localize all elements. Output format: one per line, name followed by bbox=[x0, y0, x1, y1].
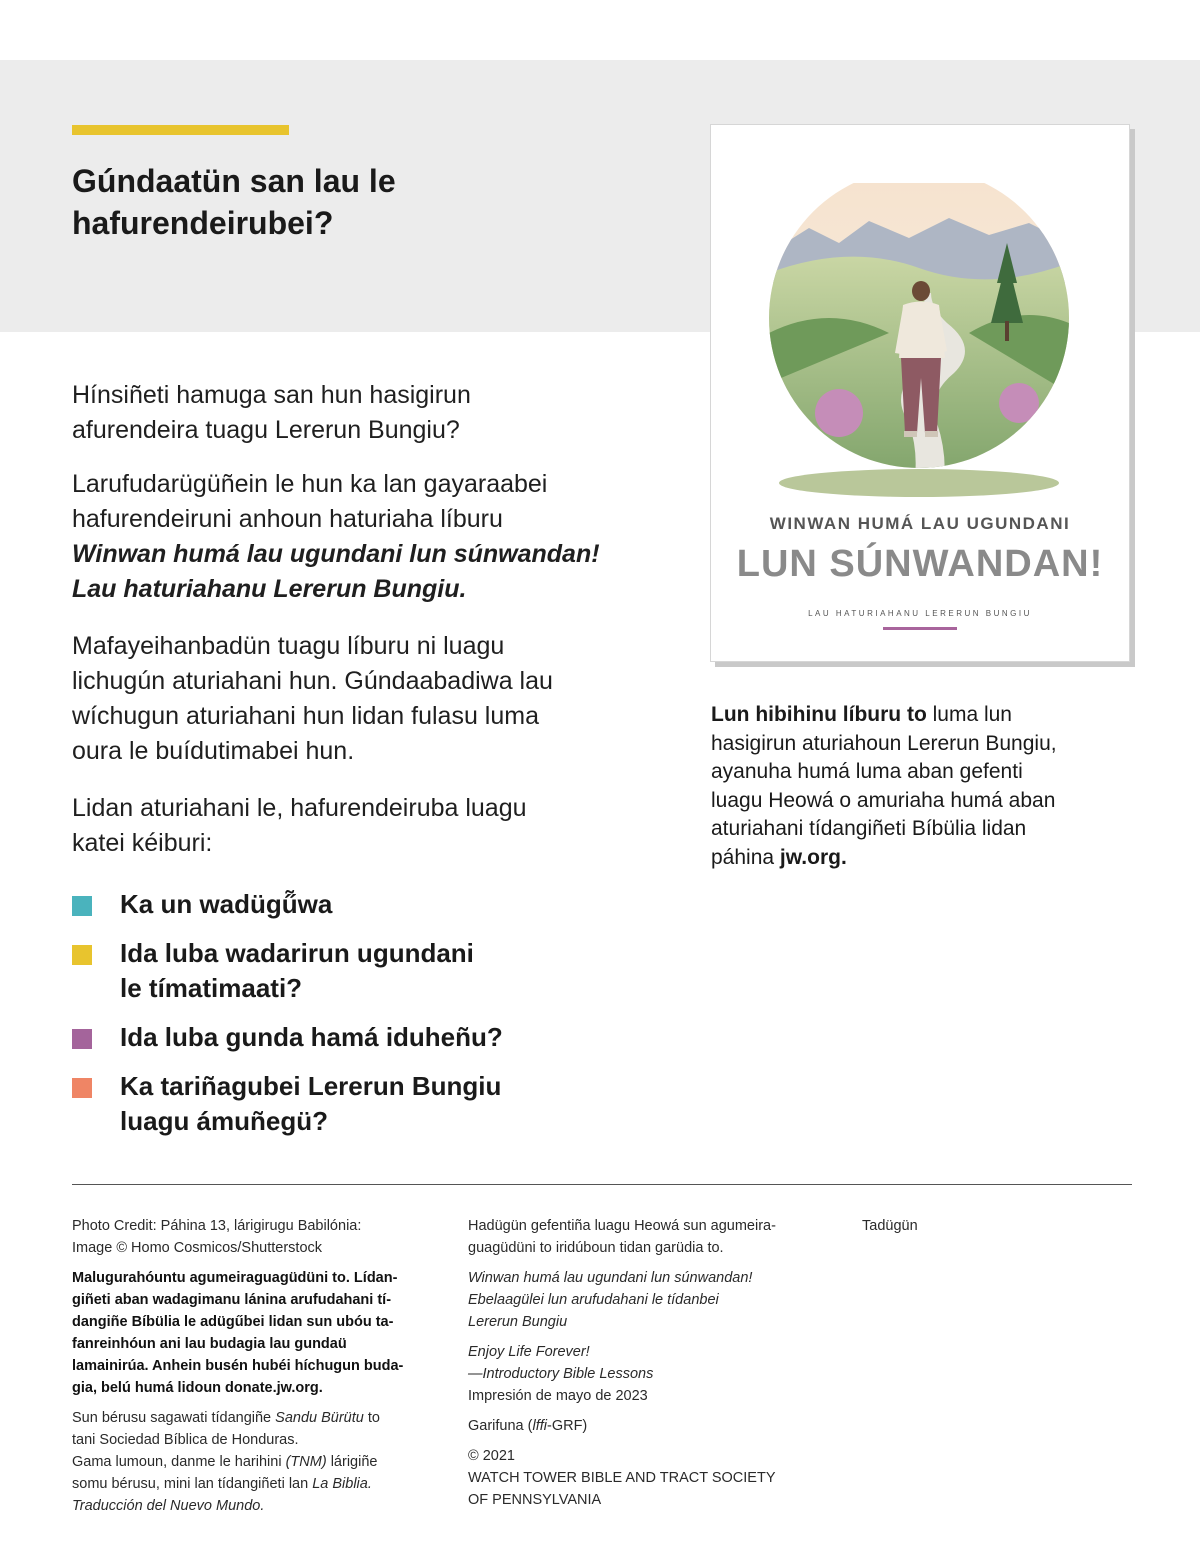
text-line: © 2021 bbox=[468, 1448, 515, 1464]
question-line: Ka tariñagubei Lererun Bungiu bbox=[120, 1071, 502, 1101]
bullet-square-icon bbox=[72, 1029, 92, 1049]
intro-paragraph bbox=[72, 629, 652, 769]
book-description bbox=[711, 701, 1111, 872]
printing-date: Impresión de mayo de 2023 bbox=[468, 1388, 648, 1404]
question-item bbox=[72, 936, 592, 1006]
italic-text: Sandu Bürütu bbox=[275, 1410, 364, 1426]
page-heading bbox=[72, 160, 632, 244]
text-line: Garifuna ( bbox=[468, 1418, 533, 1434]
footer-column-publication bbox=[468, 1215, 828, 1519]
text-line: Malugurahóuntu agumeiraguagüdüni to. Lídan- bbox=[72, 1270, 398, 1286]
question-line: luagu ámuñegü? bbox=[120, 1106, 328, 1136]
text-line: to bbox=[363, 1410, 380, 1426]
heading-line: Gúndaatün san lau le bbox=[72, 163, 396, 199]
question-text bbox=[120, 936, 520, 1006]
text-line: Photo Credit: Páhina 13, lárigirugu Babilónia: bbox=[72, 1218, 362, 1234]
text-line: oura le buídutimabei hun. bbox=[72, 737, 355, 765]
text-line: páhina bbox=[711, 845, 780, 869]
bullet-square-icon bbox=[72, 945, 92, 965]
book-title: Lau haturiahanu Lererun Bungiu. bbox=[72, 575, 467, 603]
question-item bbox=[72, 1020, 592, 1055]
cover-title: LUN SÚNWANDAN! bbox=[736, 543, 1104, 585]
text-line: afurendeira tuagu Lererun Bungiu? bbox=[72, 416, 460, 444]
question-line: Ida luba wadarirun ugundani bbox=[120, 938, 474, 968]
intro-paragraph bbox=[72, 467, 652, 607]
heading-line: hafurendeirubei? bbox=[72, 205, 334, 241]
question-list bbox=[72, 887, 592, 1153]
description-lead: Lun hibihinu líburu to bbox=[711, 703, 927, 726]
italic-text: La Biblia. bbox=[312, 1476, 372, 1492]
text-line: dangiñe Bíbülia le adügűbei lidan sun ubóu ta- bbox=[72, 1314, 394, 1330]
website-link[interactable]: jw.org. bbox=[779, 845, 847, 869]
italic-text: lffi bbox=[532, 1418, 547, 1434]
footer-column-credits bbox=[72, 1215, 432, 1525]
text-line: somu bérusu, mini lan tídangiñeti lan bbox=[72, 1476, 313, 1492]
text-line: aturiahani tídangiñeti Bíbülia lidan bbox=[711, 817, 1027, 840]
text-line: Lererun Bungiu bbox=[468, 1314, 568, 1330]
question-item bbox=[72, 1069, 592, 1139]
book-title: Winwan humá lau ugundani lun súnwandan! bbox=[72, 540, 600, 568]
copyright bbox=[468, 1445, 828, 1511]
text-line: Mafayeihanbadün tuagu líburu ni luagu bbox=[72, 632, 505, 660]
italic-text: Traducción del Nuevo Mundo. bbox=[72, 1498, 265, 1514]
question-text bbox=[120, 887, 520, 922]
text-line: OF PENNSYLVANIA bbox=[468, 1492, 602, 1508]
text-line: Gama lumoun, danme le harihini bbox=[72, 1454, 286, 1470]
text-line: guagüdüni to iridúboun tidan garüdia to. bbox=[468, 1240, 724, 1256]
text-line: Lidan aturiahani le, hafurendeiruba luagu bbox=[72, 794, 527, 822]
intro-paragraph bbox=[72, 791, 652, 861]
text-line: tani Sociedad Bíblica de Honduras. bbox=[72, 1432, 299, 1448]
text-line: wíchugun aturiahani hun lidan fulasu luma bbox=[72, 702, 539, 730]
bullet-square-icon bbox=[72, 896, 92, 916]
accent-bar bbox=[72, 125, 289, 135]
text-line: lárigiñe bbox=[326, 1454, 378, 1470]
footer-divider bbox=[72, 1184, 1132, 1185]
text-line: luagu Heowá o amuriaha humá aban bbox=[711, 788, 1056, 812]
text-line: Hadügün gefentiña luagu Heowá sun agumeira- bbox=[468, 1218, 776, 1234]
book-cover bbox=[710, 124, 1130, 662]
question-text bbox=[120, 1020, 520, 1055]
italic-text: (TNM) bbox=[285, 1454, 327, 1470]
question-line: Ka un wadügű̃wa bbox=[120, 889, 333, 919]
text-line: -GRF) bbox=[546, 1418, 588, 1434]
distributor-label: Tadügün bbox=[862, 1218, 918, 1234]
bullet-square-icon bbox=[72, 1078, 92, 1098]
english-title bbox=[468, 1341, 828, 1407]
text-line: fanreinhóun ani lau budagia lau gundaü bbox=[72, 1336, 347, 1352]
donation-notice bbox=[72, 1267, 432, 1399]
language-code bbox=[468, 1415, 828, 1437]
text-line: hasigirun aturiahoun Lererun Bungiu, bbox=[711, 731, 1057, 755]
cover-subtitle: WINWAN HUMÁ LAU UGUNDANI bbox=[769, 514, 1071, 533]
garifuna-title bbox=[468, 1267, 828, 1333]
text-line: —Introductory Bible Lessons bbox=[468, 1366, 654, 1382]
text-line: lamainirúa. Anhein busén hubéi híchugun buda- bbox=[72, 1358, 404, 1374]
bible-version-notice bbox=[72, 1407, 432, 1517]
text-line: hafurendeiruni anhoun haturiaha líburu bbox=[72, 505, 503, 533]
text-line: Winwan humá lau ugundani lun súnwandan! bbox=[468, 1270, 753, 1286]
intro-paragraph bbox=[72, 378, 652, 448]
photo-credit bbox=[72, 1215, 432, 1259]
question-line: Ida luba gunda hamá iduheñu? bbox=[120, 1022, 503, 1052]
footer-column-distributor bbox=[862, 1215, 1062, 1245]
text-line: gia, belú humá lidoun donate.jw.org. bbox=[72, 1380, 323, 1396]
text-line: ayanuha humá luma aban gefenti bbox=[711, 760, 1023, 783]
text-line: Image © Homo Cosmicos/Shutterstock bbox=[72, 1240, 323, 1256]
text-line: Ebelaagülei lun arufudahani le tídanbei bbox=[468, 1292, 719, 1308]
text-line: giñeti aban wadagimanu lánina arufudahani tí- bbox=[72, 1292, 392, 1308]
text-line: luma lun bbox=[926, 703, 1012, 726]
question-line: le tímatimaati? bbox=[120, 973, 303, 1003]
text-line: Larufudarügüñein le hun ka lan gayaraabei bbox=[72, 470, 548, 498]
publication-notice bbox=[468, 1215, 828, 1259]
text-line: Hínsiñeti hamuga san hun hasigirun bbox=[72, 381, 471, 409]
text-line: katei kéiburi: bbox=[72, 829, 213, 857]
text-line: lichugún aturiahani hun. Gúndaabadiwa lau bbox=[72, 667, 553, 695]
cover-illustration bbox=[769, 183, 1069, 523]
cover-tagline: LAU HATURIAHANU LERERUN BUNGIU bbox=[808, 609, 1032, 618]
text-line: Sun bérusu sagawati tídangiñe bbox=[72, 1410, 276, 1426]
text-line: Enjoy Life Forever! bbox=[468, 1344, 590, 1360]
text-line: WATCH TOWER BIBLE AND TRACT SOCIETY bbox=[468, 1470, 776, 1486]
question-text bbox=[120, 1069, 520, 1139]
question-item bbox=[72, 887, 592, 922]
cover-accent-line bbox=[883, 627, 957, 630]
